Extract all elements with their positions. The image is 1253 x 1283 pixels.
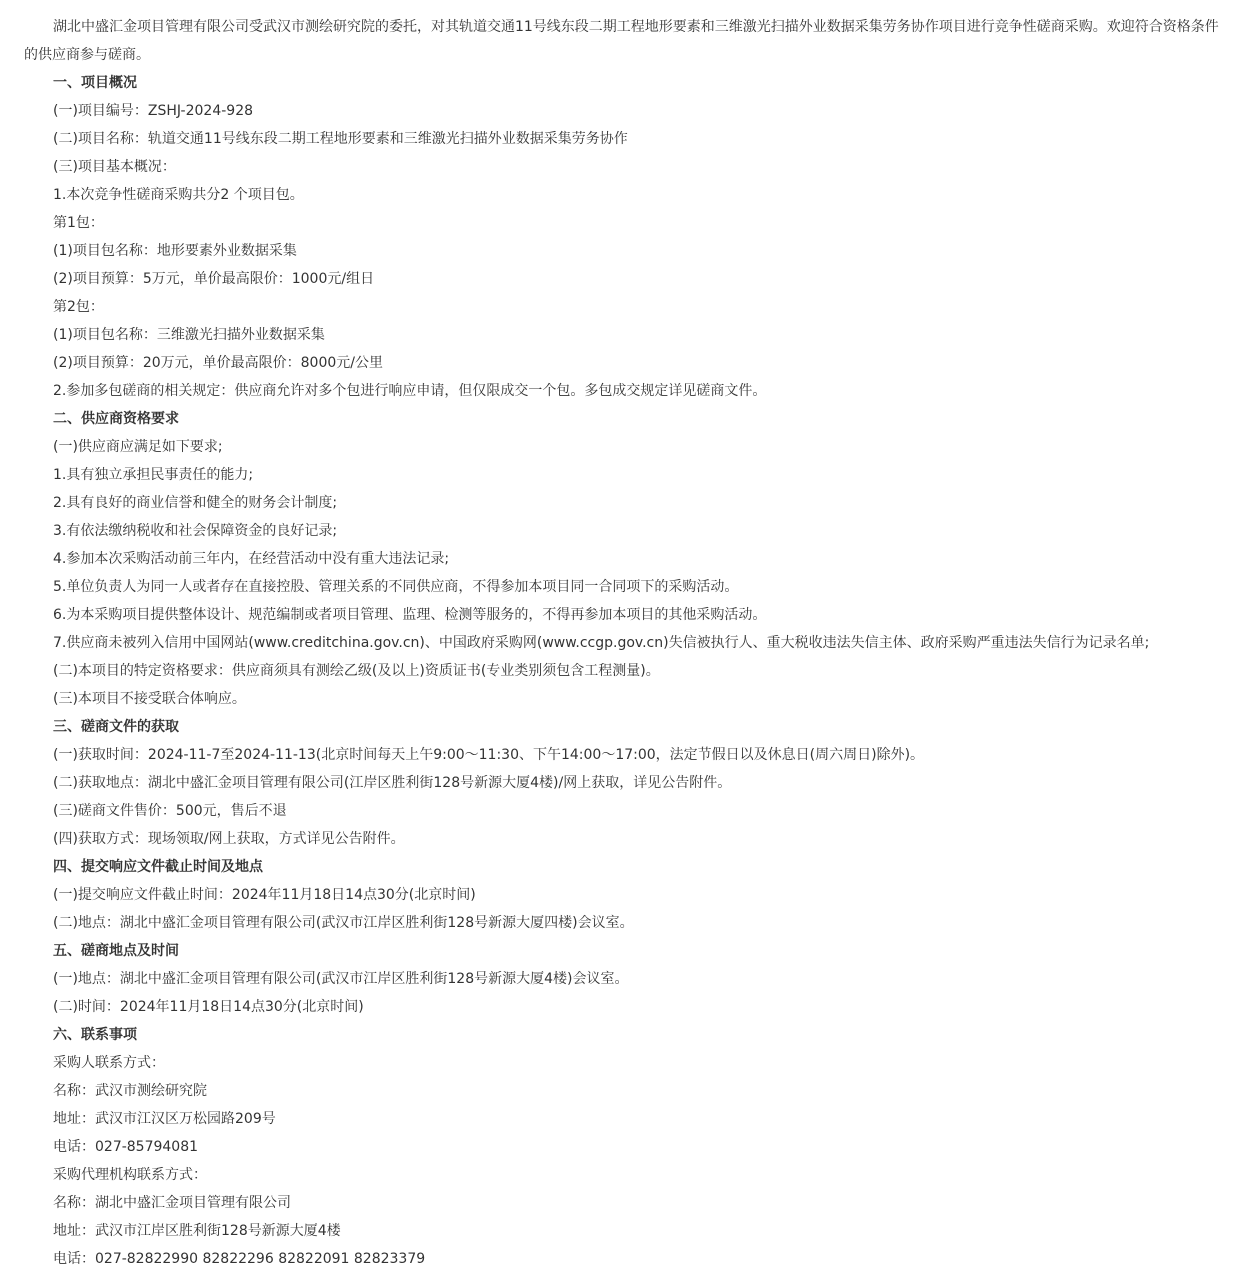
text-line: 4.参加本次采购活动前三年内，在经营活动中没有重大违法记录; (53, 551, 450, 567)
text-line: 采购代理机构联系方式： (53, 1167, 207, 1183)
text-line: 5.单位负责人为同一人或者存在直接控股、管理关系的不同供应商，不得参加本项目同一合同项下的采购活动。 (53, 579, 739, 595)
text-line: 2.具有良好的商业信誉和健全的财务会计制度; (53, 495, 338, 511)
text-line: 1.本次竞争性磋商采购共分2 个项目包。 (53, 187, 304, 203)
text-line: 2.参加多包磋商的相关规定：供应商允许对多个包进行响应申请，但仅限成交一个包。多包成交规定详见磋商文件。 (53, 383, 767, 399)
text-line: (1)项目包名称：地形要素外业数据采集 (53, 243, 297, 259)
section-heading: 六、联系事项 (53, 1027, 137, 1043)
text-line: 采购人联系方式： (53, 1055, 165, 1071)
text-line: (三)项目基本概况： (53, 159, 176, 175)
announcement-body (24, 69, 1229, 1273)
section-heading: 三、磋商文件的获取 (53, 719, 179, 735)
text-line: 7.供应商未被列入信用中国网站(www.creditchina.gov.cn)、中国政府采购网(www.ccgp.gov.cn)失信被执行人、重大税收违法失信主体、政府采购严重违法失信行为记录名单; (53, 635, 1150, 651)
text-line: (一)供应商应满足如下要求; (53, 439, 223, 455)
section-heading: 四、提交响应文件截止时间及地点 (53, 859, 263, 875)
text-line: 地址：武汉市江岸区胜利街128号新源大厦4楼 (53, 1223, 341, 1239)
text-line: (一)地点：湖北中盛汇金项目管理有限公司(武汉市江岸区胜利街128号新源大厦4楼)会议室。 (53, 971, 629, 987)
text-line: 1.具有独立承担民事责任的能力; (53, 467, 254, 483)
text-line: (二)地点：湖北中盛汇金项目管理有限公司(武汉市江岸区胜利街128号新源大厦四楼)会议室。 (53, 915, 634, 931)
text-line: (三)本项目不接受联合体响应。 (53, 691, 246, 707)
text-line: (二)本项目的特定资格要求：供应商须具有测绘乙级(及以上)资质证书(专业类别须包含工程测量)。 (53, 663, 660, 679)
text-line: (四)获取方式：现场领取/网上获取，方式详见公告附件。 (53, 831, 405, 847)
text-line: (三)磋商文件售价：500元，售后不退 (53, 803, 287, 819)
text-line: 电话：027-82822990 82822296 82822091 82823379 (53, 1251, 426, 1267)
text-line: 第1包： (53, 215, 104, 231)
text-line: 名称：武汉市测绘研究院 (53, 1083, 207, 1099)
text-line: 地址：武汉市江汉区万松园路209号 (53, 1111, 276, 1127)
text-line: 电话：027-85794081 (53, 1139, 199, 1155)
text-line: (一)获取时间：2024-11-7至2024-11-13(北京时间每天上午9:00～11:30、下午14:00～17:00，法定节假日以及休息日(周六周日)除外)。 (53, 747, 925, 763)
text-line: (2)项目预算：5万元，单价最高限价：1000元/组日 (53, 271, 375, 287)
text-line: (二)获取地点：湖北中盛汇金项目管理有限公司(江岸区胜利街128号新源大厦4楼)/网上获取，详见公告附件。 (53, 775, 732, 791)
section-heading: 一、项目概况 (53, 75, 137, 91)
text-line: 名称：湖北中盛汇金项目管理有限公司 (53, 1195, 291, 1211)
intro-paragraph: 湖北中盛汇金项目管理有限公司受武汉市测绘研究院的委托，对其轨道交通11号线东段二期工程地形要素和三维激光扫描外业数据采集劳务协作项目进行竞争性磋商采购。欢迎符合资格条件的供应商参与磋商。 (24, 19, 1219, 63)
text-line: (二)项目名称：轨道交通11号线东段二期工程地形要素和三维激光扫描外业数据采集劳务协作 (53, 131, 628, 147)
text-line: (一)提交响应文件截止时间：2024年11月18日14点30分(北京时间) (53, 887, 476, 903)
text-line: (一)项目编号：ZSHJ-2024-928 (53, 103, 254, 119)
text-line: (1)项目包名称：三维激光扫描外业数据采集 (53, 327, 325, 343)
text-line: 6.为本采购项目提供整体设计、规范编制或者项目管理、监理、检测等服务的，不得再参加本项目的其他采购活动。 (53, 607, 767, 623)
text-line: 3.有依法缴纳税收和社会保障资金的良好记录; (53, 523, 338, 539)
text-line: 第2包： (53, 299, 104, 315)
section-heading: 五、磋商地点及时间 (53, 943, 179, 959)
text-line: (2)项目预算：20万元，单价最高限价：8000元/公里 (53, 355, 383, 371)
section-heading: 二、供应商资格要求 (53, 411, 179, 427)
text-line: (二)时间：2024年11月18日14点30分(北京时间) (53, 999, 364, 1015)
